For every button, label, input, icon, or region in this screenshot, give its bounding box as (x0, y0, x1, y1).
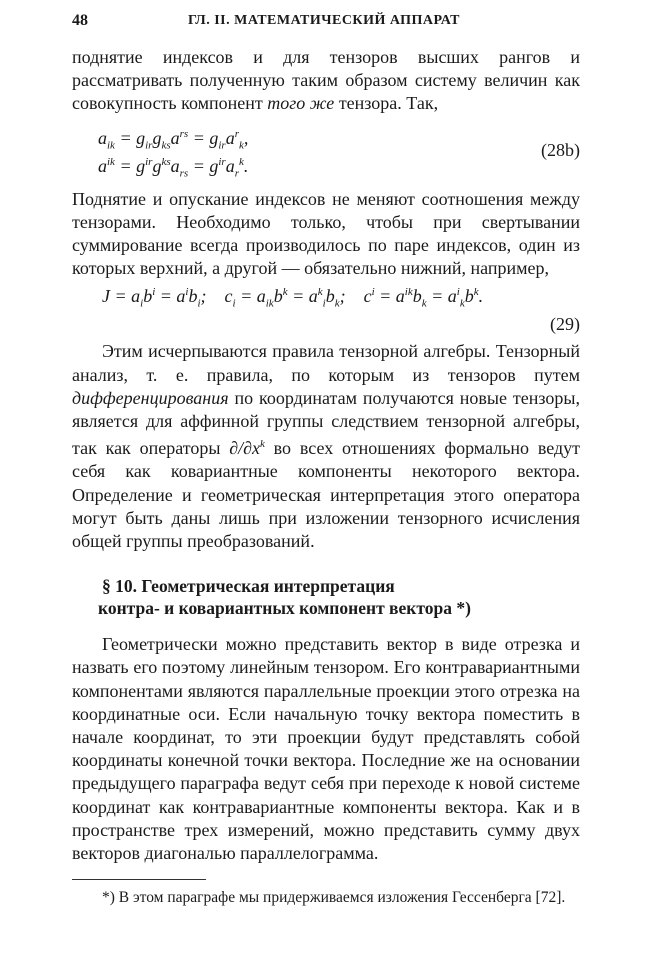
equation-29 (72, 284, 580, 340)
paragraph-1-emphasis: того же (267, 93, 335, 114)
operator-symbol: $\partial/\partial x^k$ (229, 438, 265, 459)
paragraph-1-text-after: тензора. Так, (334, 93, 439, 114)
equation-29-label: (29) (550, 314, 580, 335)
paragraph-1-text-before: поднятие индексов и для тензоров высших рангов и рассматривать полученную таким образом систему величин как совокупность компонент (72, 47, 580, 114)
page-header (72, 10, 580, 38)
footnote: *) В этом параграфе мы придерживаемся изложения Гессенберга [72]. (102, 889, 566, 907)
equation-28b-label: (28b) (541, 139, 580, 160)
paragraph-3-text-before: Этим исчерпываются правила тензорной алгебры. Тензорный анализ, т. е. правила, по которым из тензоров путем (72, 341, 580, 385)
book-page (72, 10, 580, 908)
running-head: ГЛ. II. МАТЕМАТИЧЕСКИЙ АППАРАТ (188, 13, 460, 28)
equation-28b-line-2: $a^{ik} = g^{ir}g^{ks}a_{rs} = g^{ir}a_r^k$. (98, 155, 249, 180)
equation-28b-line-1: $a_{ik} = g_{ir}g_{ks}a^{rs} = g_{ir}a^r_k$, (98, 127, 249, 152)
section-heading-line-2: контра- и ковариантных компонент вектора *) (98, 598, 471, 619)
section-heading-line-1: § 10. Геометрическая интерпретация (102, 576, 395, 597)
equation-28b (72, 124, 580, 184)
paragraph-3-emphasis: дифференцирования (72, 387, 229, 408)
paragraph-3 (72, 340, 580, 553)
section-heading (98, 575, 580, 619)
paragraph-3-text-after: во всех отношениях формально ведут себя как ковариантные компоненты некоторого вектора. Определение и геометрическая интерпретация этого оператора могут быть даны лишь при изложении тензорного исчисления общей группы преобразований. (72, 438, 580, 552)
page-number: 48 (72, 12, 88, 29)
paragraph-2: Поднятие и опускание индексов не меняют соотношения между тензорами. Необходимо только, чтобы при свертывании суммирование всегда производилось по паре индексов, один из которых верхний, а другой — обязательно нижний, например, (72, 188, 580, 279)
footnote-divider (72, 879, 206, 880)
paragraph-3-text-middle: по координатам получаются новые тензоры, является для аффинной группы следствием тензорной алгебры, так как операторы (72, 387, 580, 459)
equation-29-formula: $J = a_ib^i = a^ib_i$; $c_i = a_{ik}b^k = a^k_ib_k$; $c^i = a^{ik}b_k = a^i_kb^k$. (102, 286, 484, 311)
paragraph-1 (72, 46, 580, 116)
paragraph-4: Геометрически можно представить вектор в виде отрезка и назвать его поэтому линейным тензором. Его контравариантными компонентами являются параллельные проекции этого отрезка на координатные оси. Если начальную точку вектора поместить в начале координат, то эти проекции будут представлять собой координаты конечной точки вектора. Последние же на основании предыдущего параграфа ведут себя при переходе к новой системе координат как контравариантные компоненты вектора. Как и в пространстве трех измерений, можно представить сумму двух векторов диагональю параллелограмма. (72, 634, 580, 864)
